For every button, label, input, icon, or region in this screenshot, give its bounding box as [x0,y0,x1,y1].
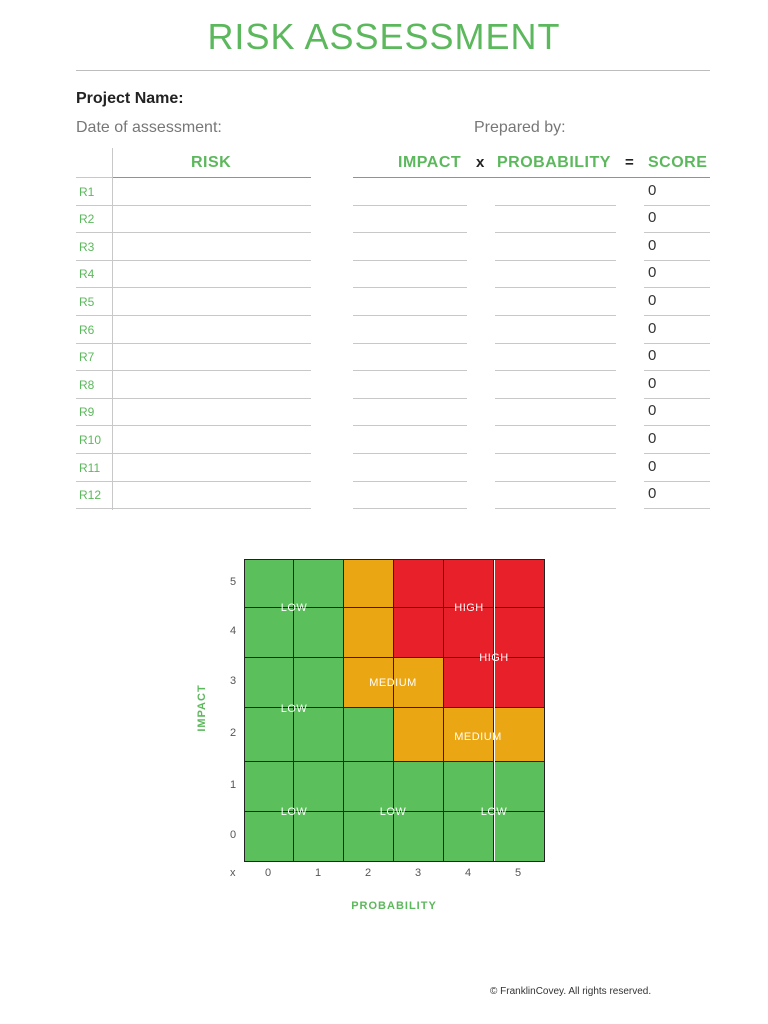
row-line [495,343,616,344]
risk-score: 0 [648,181,657,199]
matrix-cell [394,708,444,762]
row-line [353,287,467,288]
table-column-divider [112,148,113,510]
row-line [644,453,710,454]
matrix-cell [244,762,294,812]
probability-axis-label: PROBABILITY [351,900,437,912]
matrix-cell [344,708,394,762]
row-line [353,260,467,261]
copyright-notice: © FranklinCovey. All rights reserved. [490,986,652,997]
risk-score: 0 [648,374,657,392]
risk-row-label: R8 [79,377,95,392]
row-line [495,398,616,399]
matrix-cell [344,559,394,608]
row-line [644,315,710,316]
row-line [644,508,710,509]
header-underline [76,177,112,178]
row-line [495,260,616,261]
row-line [76,205,311,206]
matrix-cell [344,762,394,812]
matrix-cell [344,608,394,658]
probability-tick: 0 [265,867,272,879]
row-line [495,315,616,316]
row-line [644,205,710,206]
row-line [495,453,616,454]
probability-tick: 4 [465,867,472,879]
probability-header: PROBABILITY [497,154,611,171]
title-divider [76,70,710,71]
row-line [644,425,710,426]
axis-corner-label: x [230,867,236,879]
probability-tick: 5 [515,867,522,879]
row-line [495,425,616,426]
row-line [76,453,311,454]
probability-tick: 2 [365,867,372,879]
risk-row-label: R5 [79,295,95,309]
row-line [76,260,311,261]
impact-tick: 2 [230,727,237,739]
row-line [644,260,710,261]
matrix-cell [244,559,294,608]
prepared-by-label: Prepared by: [474,119,566,136]
matrix-cell [394,608,444,658]
risk-score: 0 [648,402,657,420]
risk-zone-label: LOW [480,806,508,818]
row-line [644,398,710,399]
risk-zone-label: MEDIUM [369,677,417,689]
matrix-cell [495,708,545,762]
matrix-cell [344,812,394,862]
impact-tick: 5 [230,575,237,588]
matrix-cell [244,812,294,862]
risk-zone-label: LOW [280,602,308,614]
row-line [76,315,311,316]
row-line [353,453,467,454]
matrix-cell [244,708,294,762]
date-of-assessment-label: Date of assessment: [76,119,222,136]
header-underline [113,177,311,178]
risk-row-label: R9 [79,405,95,420]
row-line [76,508,311,509]
risk-zone-label: LOW [280,806,308,818]
row-line [353,508,467,509]
matrix-cell [444,762,494,812]
matrix-cell [294,812,344,862]
row-line [76,343,311,344]
matrix-cell [294,708,344,762]
impact-tick: 3 [230,675,237,687]
equals-operator: = [625,154,634,171]
matrix-cell [294,762,344,812]
matrix-cell [444,658,494,708]
risk-score: 0 [648,292,657,309]
risk-score: 0 [648,264,657,282]
matrix-cell [294,658,344,708]
row-line [353,315,467,316]
row-line [76,481,311,482]
matrix-cell [444,812,494,862]
risk-score: 0 [648,347,657,365]
risk-score: 0 [648,457,657,475]
row-line [644,232,710,233]
row-line [76,425,311,426]
project-name-label: Project Name: [76,90,184,107]
impact-header: IMPACT [398,154,462,171]
row-line [76,398,311,399]
row-line [76,287,311,288]
times-operator: x [476,154,485,171]
matrix-cell [444,608,494,658]
row-line [353,481,467,482]
probability-tick: 1 [315,867,322,879]
risk-header: RISK [191,154,232,171]
row-line [495,287,616,288]
risk-row-label: R3 [79,239,95,254]
matrix-cell [495,762,545,812]
risk-row-label: R7 [79,350,95,365]
row-line [353,425,467,426]
row-line [644,481,710,482]
row-line [644,287,710,288]
matrix-cell [495,559,545,608]
matrix-cell [495,608,545,658]
row-line [76,232,311,233]
impact-tick: 0 [230,829,237,841]
risk-row-label: R1 [79,184,95,199]
risk-score: 0 [648,209,657,227]
risk-score: 0 [648,319,657,337]
matrix-cell [394,762,444,812]
row-line [644,370,710,371]
row-line [353,232,467,233]
matrix-cell [394,812,444,862]
matrix-cell [495,812,545,862]
row-line [644,343,710,344]
row-line [353,370,467,371]
risk-row-label: R11 [79,460,101,475]
header-underline [353,177,710,178]
probability-tick: 3 [415,867,422,879]
matrix-cell [294,608,344,658]
risk-score: 0 [648,485,657,503]
matrix-cell [244,658,294,708]
risk-zone-label: LOW [379,806,407,818]
risk-zone-label: HIGH [454,602,484,614]
risk-zone-label: LOW [280,703,308,715]
row-line [495,370,616,371]
risk-row-label: R12 [79,488,102,503]
risk-row-label: R4 [79,267,95,282]
matrix-cell [444,559,494,608]
risk-zone-label: HIGH [479,652,509,664]
row-line [353,398,467,399]
matrix-cell [394,559,444,608]
row-line [495,508,616,509]
risk-row-label: R10 [79,433,102,447]
impact-axis-label: IMPACT [196,684,208,732]
row-line [353,343,467,344]
impact-tick: 1 [230,779,237,791]
row-line [76,370,311,371]
risk-row-label: R2 [79,212,95,227]
row-line [495,481,616,482]
risk-score: 0 [648,236,657,254]
matrix-cell [244,608,294,658]
matrix-cell [294,559,344,608]
impact-tick: 4 [230,625,237,637]
row-line [353,205,467,206]
row-line [495,205,616,206]
row-line [495,232,616,233]
score-header: SCORE [648,154,708,171]
risk-row-label: R6 [79,322,95,337]
page-title: RISK ASSESSMENT [207,16,561,57]
risk-zone-label: MEDIUM [454,731,502,743]
risk-score: 0 [648,430,657,447]
matrix-cell [495,658,545,708]
